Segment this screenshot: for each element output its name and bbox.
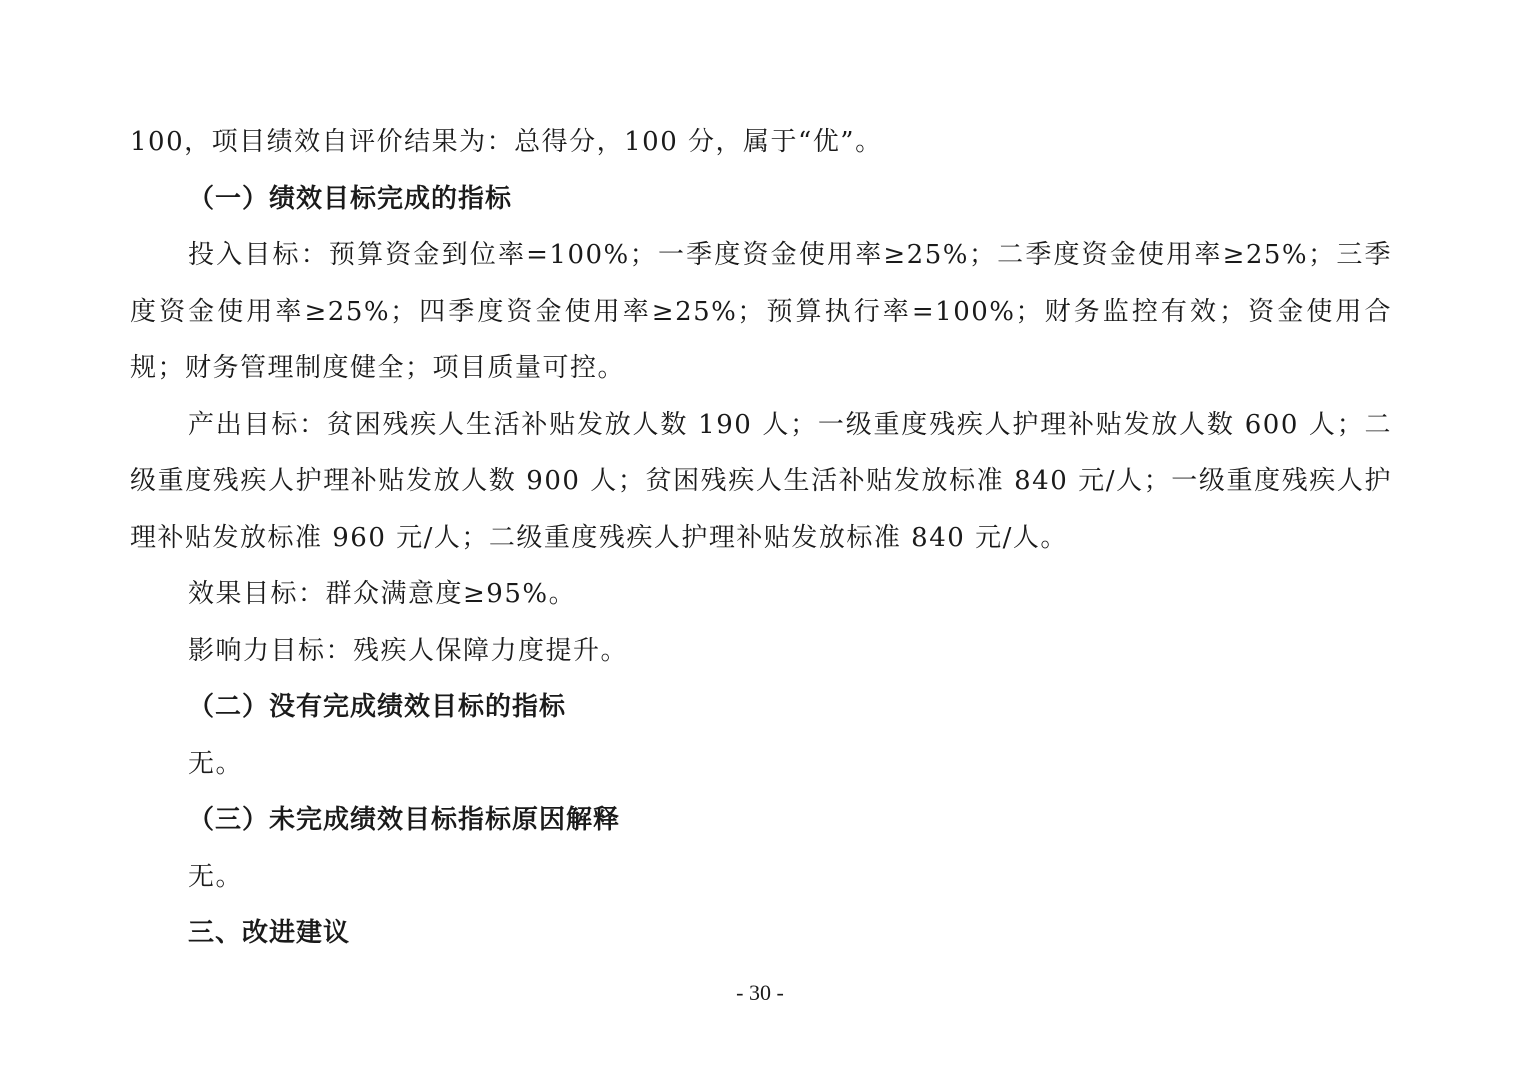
uncompleted-indicators-content: 无。 xyxy=(188,748,244,779)
section-heading-improvement-suggestions: 三、改进建议 xyxy=(188,918,351,948)
output-targets-paragraph: 产出目标：贫困残疾人生活补贴发放人数 190 人；一级重度残疾人护理补贴发放人数 600 人；二级重度残疾人护理补贴发放人数 900 人；贫困残疾人生活补贴发放标准 840 元/人；一级重度残疾人护理补贴发放标准 960 元/人；二级重度残疾人护理补贴发放标准 840 元/人。 xyxy=(130,409,1392,553)
effect-targets-paragraph: 效果目标：群众满意度≥95%。 xyxy=(188,579,577,609)
reason-explanation-content: 无。 xyxy=(188,861,244,892)
page-number: - 30 - xyxy=(736,980,784,1005)
section-heading-completed-indicators: （一）绩效目标完成的指标 xyxy=(188,183,513,214)
section-heading-uncompleted-indicators: （二）没有完成绩效目标的指标 xyxy=(188,692,567,722)
result-continuation-paragraph: 100，项目绩效自评价结果为：总得分，100 分，属于“优”。 xyxy=(130,127,883,157)
input-targets-paragraph: 投入目标：预算资金到位率=100%；一季度资金使用率≥25%；二季度资金使用率≥25%；三季度资金使用率≥25%；四季度资金使用率≥25%；预算执行率=100%；财务监控有效；资金使用合规；财务管理制度健全；项目质量可控。 xyxy=(130,240,1392,383)
section-heading-reason-explanation: （三）未完成绩效目标指标原因解释 xyxy=(188,805,621,835)
document-body xyxy=(130,114,1392,962)
impact-targets-paragraph: 影响力目标：残疾人保障力度提升。 xyxy=(188,635,629,666)
